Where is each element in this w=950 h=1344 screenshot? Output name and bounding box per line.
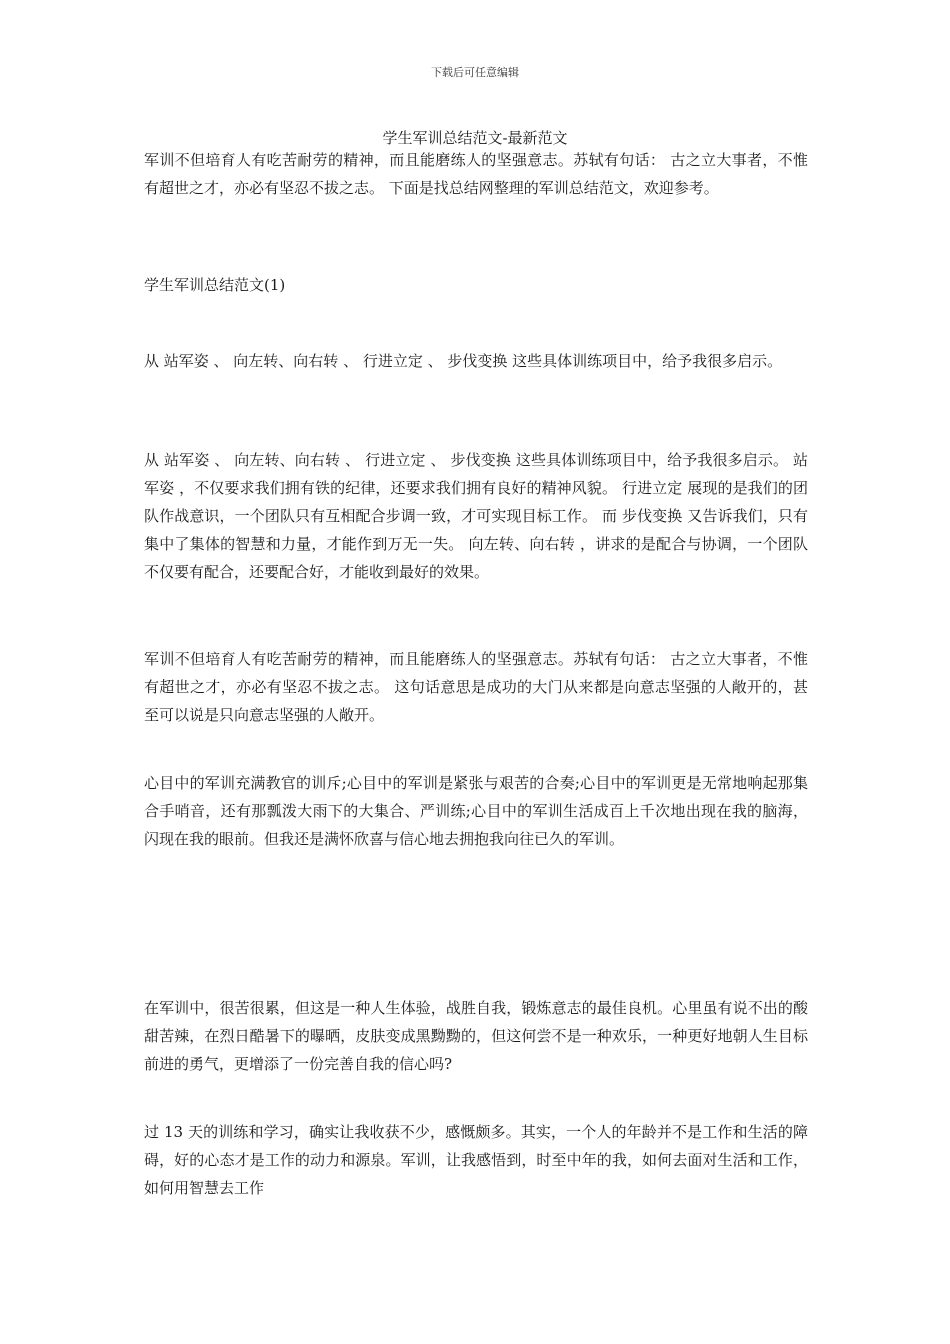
- intro-paragraph: 军训不但培育人有吃苦耐劳的精神，而且能磨练人的坚强意志。苏轼有句话： 古之立大事者，不惟有超世之才，亦必有坚忍不拔之志。 下面是找总结网整理的军训总结范文，欢迎参考。: [144, 151, 808, 197]
- document-title: 学生军训总结范文-最新范文: [382, 129, 568, 147]
- paragraph-5: 在军训中，很苦很累，但这是一种人生体验，战胜自我，锻炼意志的最佳良机。心里虽有说不出的酸甜苦辣，在烈日酷暑下的曝晒，皮肤变成黑黝黝的，但这何尝不是一种欢乐，一种更好地朝人生目标前进的勇气，更增添了一份完善自我的信心吗?: [144, 999, 808, 1073]
- paragraph-3: 军训不但培育人有吃苦耐劳的精神，而且能磨练人的坚强意志。苏轼有句话： 古之立大事者，不惟有超世之才，亦必有坚忍不拔之志。 这句话意思是成功的大门从来都是向意志坚强的人敞开的，甚至可以说是只向意志坚强的人敞开。: [144, 650, 808, 724]
- header-note: 下载后可任意编辑: [431, 66, 519, 79]
- section-heading: 学生军训总结范文(1): [144, 276, 286, 294]
- paragraph-1: 从 站军姿 、 向左转、向右转 、 行进立定 、 步伐变换 这些具体训练项目中，给予我很多启示。: [144, 352, 783, 370]
- paragraph-2: 从 站军姿 、 向左转、向右转 、 行进立定 、 步伐变换 这些具体训练项目中，给予我很多启示。 站军姿 ，不仅要求我们拥有铁的纪律，还要求我们拥有良好的精神风貌。 行进立定 展现的是我们的团队作战意识，一个团队只有互相配合步调一致，才可实现目标工作。 而 步伐变换 又告诉我们，只有集中了集体的智慧和力量，才能作到万无一失。 向左转、向右转 ，讲求的是配合与协调，一个团队不仅要有配合，还要配合好，才能收到最好的效果。: [144, 451, 808, 581]
- paragraph-6: 过 13 天的训练和学习，确实让我收获不少，感慨颇多。其实，一个人的年龄并不是工作和生活的障碍，好的心态才是工作的动力和源泉。军训，让我感悟到，时至中年的我，如何去面对生活和工作，如何用智慧去工作: [144, 1123, 808, 1197]
- paragraph-4: 心目中的军训充满教官的训斥;心目中的军训是紧张与艰苦的合奏;心目中的军训更是无常地响起那集合手哨音，还有那瓢泼大雨下的大集合、严训练;心目中的军训生活成百上千次地出现在我的脑海，闪现在我的眼前。但我还是满怀欣喜与信心地去拥抱我向往已久的军训。: [144, 774, 808, 848]
